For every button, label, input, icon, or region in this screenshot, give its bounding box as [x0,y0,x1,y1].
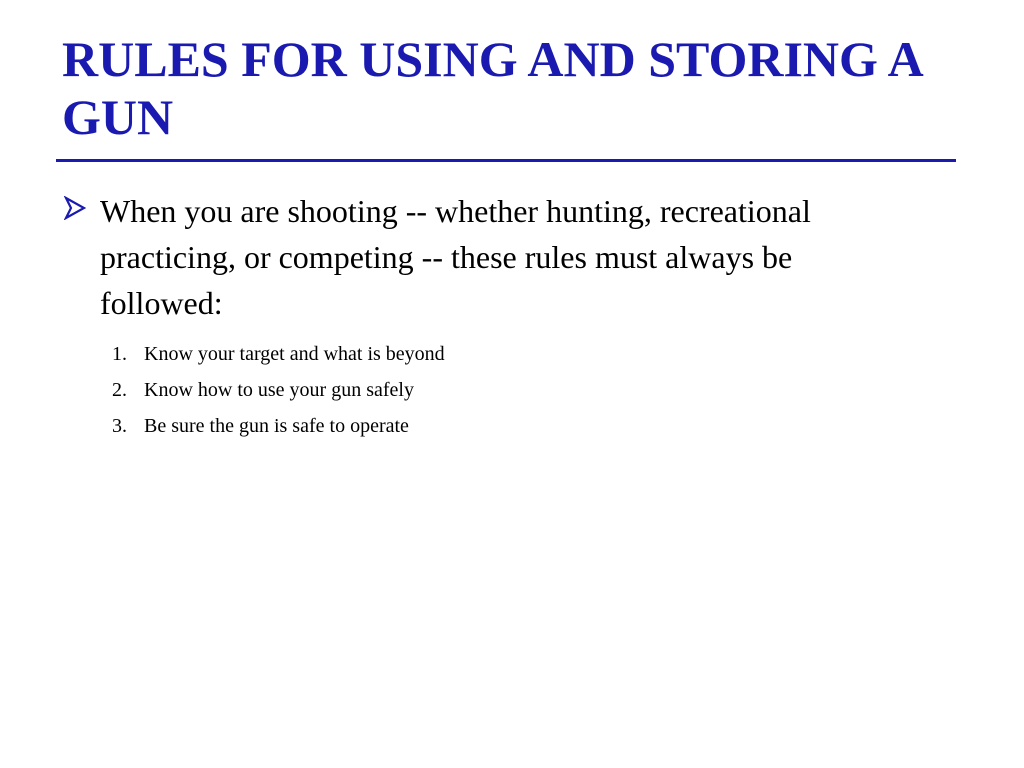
bullet-item [64,188,964,326]
list-item-number: 1. [112,343,127,365]
list-item-text: Know how to use your gun safely [144,379,414,401]
list-item-number: 2. [112,379,127,401]
list-item [112,408,964,444]
bullet-block [64,188,964,444]
list-item [112,336,964,372]
list-item-number: 3. [112,415,127,437]
slide-title: RULES FOR USING AND STORING A GUN [62,31,922,145]
title-divider [56,159,956,162]
rules-list [112,336,964,444]
list-item-text: Be sure the gun is safe to operate [144,415,409,437]
list-item [112,372,964,408]
arrow-bullet-icon [64,188,100,225]
list-item-text: Know your target and what is beyond [144,343,445,365]
bullet-text: When you are shooting -- whether hunting, recreational practicing, or competing -- these rules must always be followed: [100,193,811,321]
